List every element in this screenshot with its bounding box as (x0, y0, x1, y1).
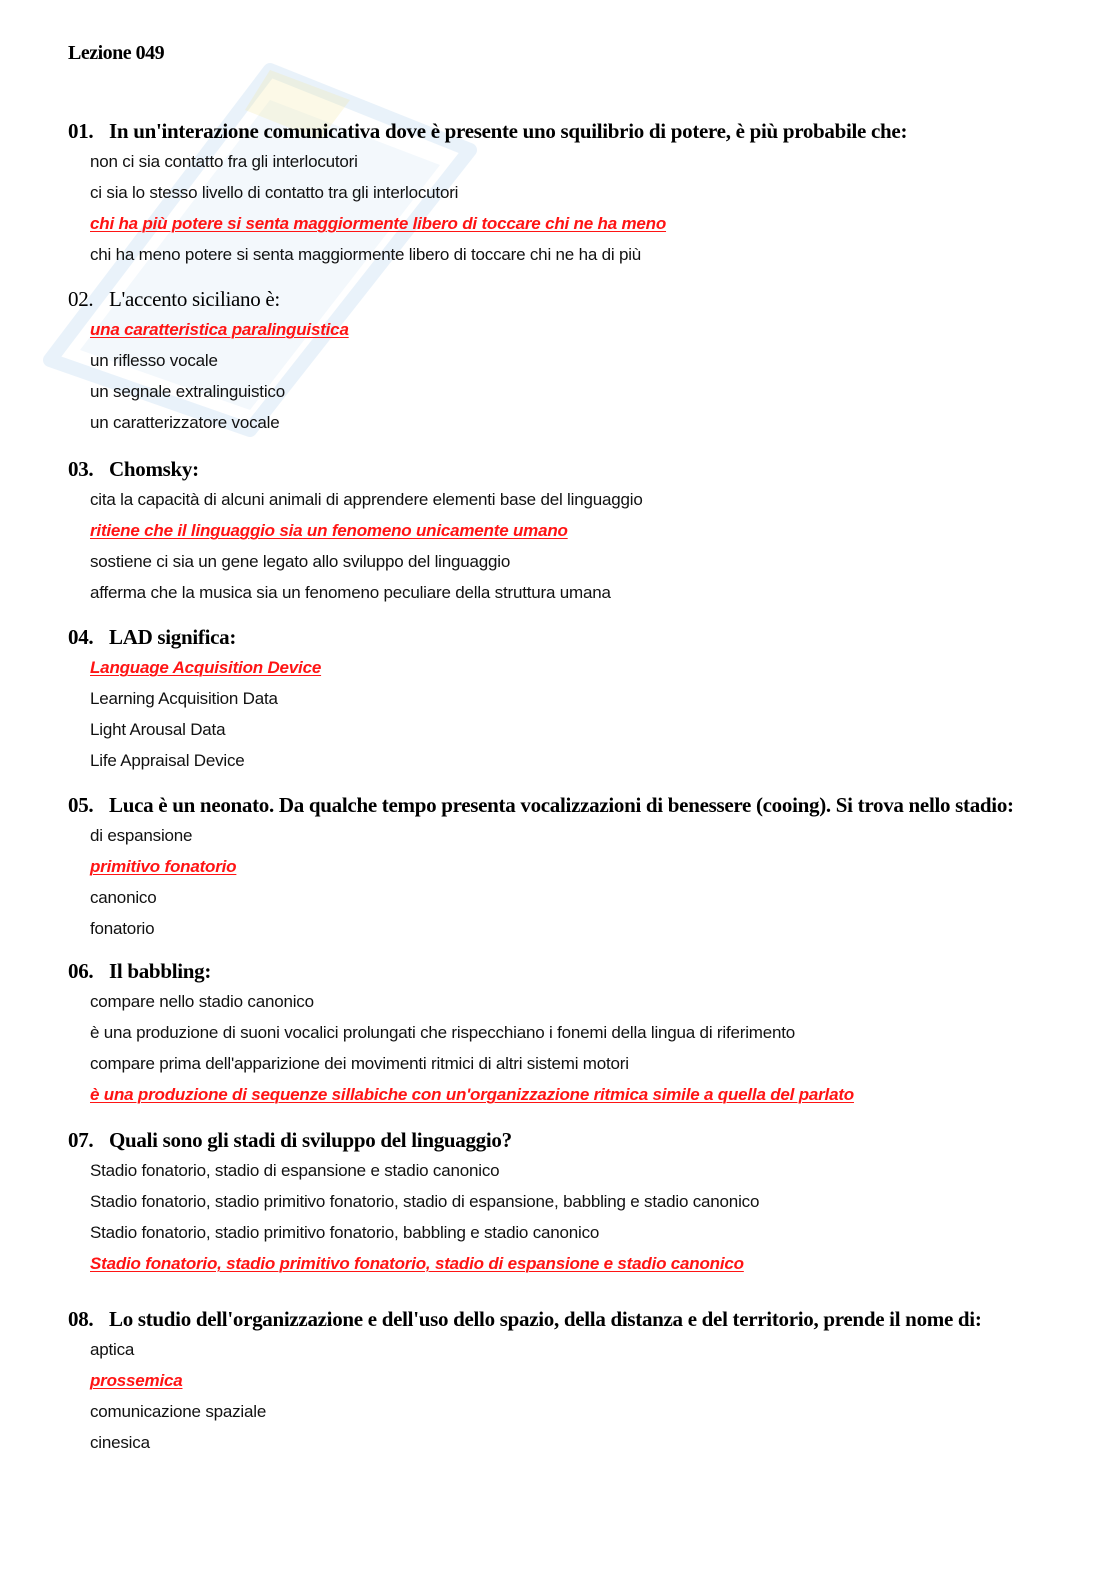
answer-option: è una produzione di suoni vocalici prolungati che rispecchiano i fonemi della lingua di riferimento (90, 1023, 796, 1042)
question-number: 05. (68, 793, 94, 817)
question-heading (68, 1304, 1088, 1334)
answer-option: un riflesso vocale (90, 351, 218, 370)
answer-option: ci sia lo stesso livello di contatto tra gli interlocutori (90, 183, 459, 202)
answer-option: di espansione (90, 826, 193, 845)
question-08 (68, 1304, 1088, 1458)
answer-option: cinesica (90, 1433, 150, 1452)
correct-answer-option: prossemica (90, 1371, 183, 1390)
question-04 (68, 622, 1088, 776)
question-text: Chomsky: (109, 457, 199, 481)
question-heading (68, 454, 1088, 484)
answer-option: Learning Acquisition Data (90, 689, 278, 708)
question-text: Lo studio dell'organizzazione e dell'uso dello spazio, della distanza e del territorio, prende il nome di: (109, 1307, 982, 1331)
answer-option: Light Arousal Data (90, 720, 226, 739)
correct-answer-option: chi ha più potere si senta maggiormente libero di toccare chi ne ha meno (90, 214, 667, 233)
question-number: 03. (68, 457, 94, 481)
answer-option: un segnale extralinguistico (90, 382, 285, 401)
correct-answer-option: ritiene che il linguaggio sia un fenomeno unicamente umano (90, 521, 568, 540)
question-heading (68, 622, 1088, 652)
answer-option: canonico (90, 888, 157, 907)
question-06 (68, 956, 1088, 1110)
answer-option: cita la capacità di alcuni animali di apprendere elementi base del linguaggio (90, 490, 643, 509)
question-text: LAD significa: (109, 625, 237, 649)
answer-option: non ci sia contatto fra gli interlocutori (90, 152, 358, 171)
correct-answer-option: una caratteristica paralinguistica (90, 320, 349, 339)
answer-option: afferma che la musica sia un fenomeno peculiare della struttura umana (90, 583, 611, 602)
answer-option: compare nello stadio canonico (90, 992, 314, 1011)
question-01 (68, 116, 1088, 270)
answer-option: un caratterizzatore vocale (90, 413, 280, 432)
question-03 (68, 454, 1088, 608)
question-heading (68, 956, 1088, 986)
question-05 (68, 790, 1088, 944)
correct-answer-option: Language Acquisition Device (90, 658, 322, 677)
question-number: 07. (68, 1128, 94, 1152)
answer-option: sostiene ci sia un gene legato allo sviluppo del linguaggio (90, 552, 511, 571)
answer-option: Stadio fonatorio, stadio primitivo fonatorio, stadio di espansione, babbling e stadio canonico (90, 1192, 760, 1211)
question-text: Quali sono gli stadi di sviluppo del linguaggio? (109, 1128, 512, 1152)
question-heading (68, 284, 1088, 314)
question-number: 01. (68, 119, 94, 143)
question-02 (68, 284, 1088, 438)
question-heading (68, 116, 1088, 146)
answer-option: chi ha meno potere si senta maggiormente libero di toccare chi ne ha di più (90, 245, 642, 264)
question-number: 02. (68, 287, 94, 311)
question-text: L'accento siciliano è: (109, 287, 280, 311)
answer-option: aptica (90, 1340, 135, 1359)
question-text: In un'interazione comunicativa dove è presente uno squilibrio di potere, è più probabile che: (109, 119, 908, 143)
answer-option: Stadio fonatorio, stadio di espansione e stadio canonico (90, 1161, 500, 1180)
answer-option: compare prima dell'apparizione dei movimenti ritmici di altri sistemi motori (90, 1054, 629, 1073)
answer-option: fonatorio (90, 919, 155, 938)
question-text: Luca è un neonato. Da qualche tempo presenta vocalizzazioni di benessere (cooing). Si trova nello stadio: (109, 793, 1014, 817)
question-number: 06. (68, 959, 94, 983)
question-heading (68, 790, 1088, 820)
answer-option: Life Appraisal Device (90, 751, 245, 770)
question-heading (68, 1125, 1088, 1155)
question-07 (68, 1125, 1088, 1279)
question-number: 04. (68, 625, 94, 649)
question-text: Il babbling: (109, 959, 212, 983)
question-number: 08. (68, 1307, 94, 1331)
answer-option: Stadio fonatorio, stadio primitivo fonatorio, babbling e stadio canonico (90, 1223, 600, 1242)
answer-option: comunicazione spaziale (90, 1402, 267, 1421)
correct-answer-option: primitivo fonatorio (90, 857, 237, 876)
correct-answer-option: Stadio fonatorio, stadio primitivo fonatorio, stadio di espansione e stadio canonico (90, 1254, 744, 1273)
lesson-title: Lezione 049 (68, 42, 165, 64)
correct-answer-option: è una produzione di sequenze sillabiche con un'organizzazione ritmica simile a quella del parlato (90, 1085, 854, 1104)
